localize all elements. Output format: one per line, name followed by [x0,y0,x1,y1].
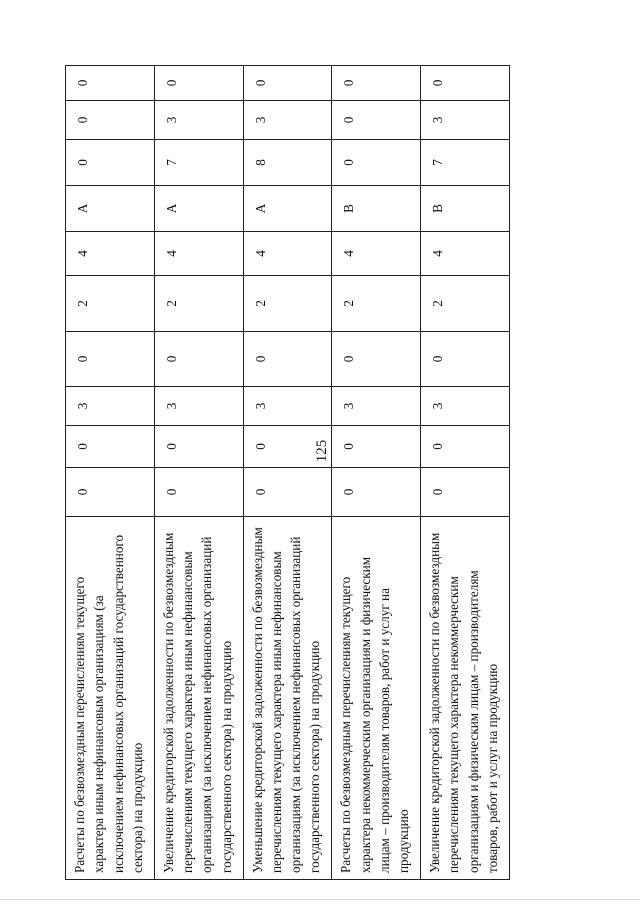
code-cell: 0 [154,332,243,387]
row-description: Расчеты по безвозмездным перечислениям текущего характера некоммерческим организациям и физическим лицам – производителям товаров, работ и услуг на продукцию [332,517,421,880]
table-row [154,66,243,880]
row-description: Увеличение кредиторской задолженности по безвозмездным перечислениям текущего характера иным нефинансовым организациям (за исключением нефинансовых организаций государственного сектора) на продукцию [154,517,243,880]
code-cell: 0 [332,332,421,387]
code-cell: 0 [154,66,243,101]
code-cell: 8 [243,140,332,186]
code-cell: А [243,186,332,232]
code-cell: 4 [154,232,243,276]
code-cell: 3 [421,101,510,140]
code-cell: 2 [243,276,332,332]
code-cell: 4 [421,232,510,276]
code-cell: 0 [332,468,421,517]
code-cell: А [66,186,155,232]
code-cell: 2 [332,276,421,332]
table-row [421,66,510,880]
row-description: Уменьшение кредиторской задолженности по безвозмездным перечислениям текущего характера иным нефинансовым организациям (за исключением нефинансовых организаций государственного сектора) на продукцию [243,517,332,880]
code-cell: А [154,186,243,232]
code-cell: 0 [66,101,155,140]
code-cell: 0 [154,426,243,468]
code-cell: 2 [421,276,510,332]
code-cell: 0 [66,140,155,186]
code-cell: 0 [421,426,510,468]
code-cell: 4 [243,232,332,276]
code-cell: 0 [243,66,332,101]
code-cell: 0 [332,140,421,186]
code-cell: 0 [154,468,243,517]
code-cell: 3 [243,101,332,140]
code-cell: 4 [332,232,421,276]
row-description: Увеличение кредиторской задолженности по безвозмездным перечислениям текущего характера некоммерческим организациям и физическим лицам – производителям товаров, работ и услуг на продукцию [421,517,510,880]
table-row [66,66,155,880]
code-cell: 7 [421,140,510,186]
code-cell: 0 [243,468,332,517]
code-cell: 0 [66,468,155,517]
code-cell: 3 [421,387,510,426]
code-cell: 3 [154,387,243,426]
code-cell: 7 [154,140,243,186]
table-row [332,66,421,880]
code-cell: 0 [421,66,510,101]
code-cell: 0 [66,426,155,468]
code-cell: В [332,186,421,232]
rotated-table-container [65,66,510,880]
code-cell: 0 [332,66,421,101]
table-row [243,66,332,880]
account-codes-table [65,65,510,880]
code-cell: 0 [243,332,332,387]
code-cell: 4 [66,232,155,276]
code-cell: 3 [154,101,243,140]
code-cell: 0 [332,426,421,468]
code-cell: 3 [66,387,155,426]
scan-edge-line [0,899,640,900]
code-cell: В [421,186,510,232]
code-cell: 0 [421,468,510,517]
code-cell: 3 [243,387,332,426]
code-cell: 0 [66,332,155,387]
code-cell: 0 [421,332,510,387]
code-cell: 0 [66,66,155,101]
row-description: Расчеты по безвозмездным перечислениям текущего характера иным нефинансовым организациям (за исключением нефинансовых организаций государственного сектора) на продукцию [66,517,155,880]
page-number: 125 [314,439,330,463]
code-cell: 0 [243,426,332,468]
code-cell: 3 [332,387,421,426]
code-cell: 2 [154,276,243,332]
code-cell: 2 [66,276,155,332]
code-cell: 0 [332,101,421,140]
